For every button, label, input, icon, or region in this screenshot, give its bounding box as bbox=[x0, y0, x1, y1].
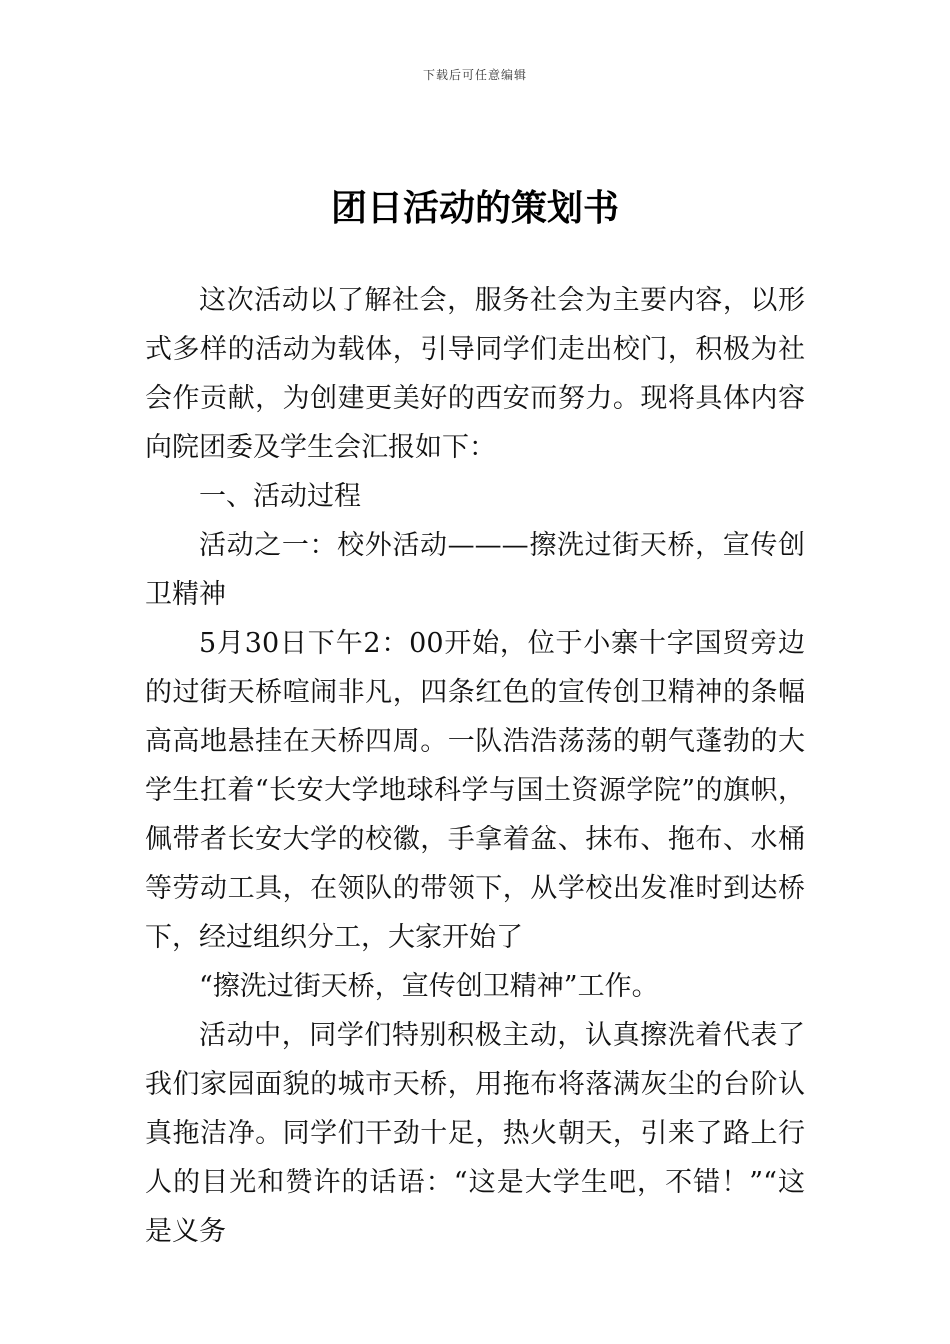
document-body bbox=[145, 276, 805, 1256]
paragraph-event-description: 5月30日下午2：00开始，位于小寨十字国贸旁边的过街天桥喧闹非凡，四条红色的宣传创卫精神的条幅高高地悬挂在天桥四周。一队浩浩荡荡的朝气蓬勃的大学生扛着“长安大学地球科学与国土资源学院”的旗帜，佩带者长安大学的校徽，手拿着盆、抹布、拖布、水桶等劳动工具，在领队的带领下，从学校出发准时到达桥下，经过组织分工，大家开始了 bbox=[145, 628, 805, 953]
section-heading-activity-process: 一、活动过程 bbox=[199, 481, 361, 512]
paragraph-activity-details: 活动中，同学们特别积极主动，认真擦洗着代表了我们家园面貌的城市天桥，用拖布将落满灰尘的台阶认真拖洁净。同学们干劲十足，热火朝天，引来了路上行人的目光和赞许的话语：“这是大学生吧，不错！”“这是义务 bbox=[145, 1020, 805, 1247]
document-title: 团日活动的策划书 bbox=[330, 188, 619, 229]
paragraph-work-title: “擦洗过街天桥，宣传创卫精神”工作。 bbox=[199, 971, 659, 1002]
activity-one-heading: 活动之一：校外活动———擦洗过街天桥，宣传创卫精神 bbox=[145, 530, 805, 610]
header-note: 下载后可任意编辑 bbox=[422, 68, 527, 82]
paragraph-intro: 这次活动以了解社会，服务社会为主要内容，以形式多样的活动为载体，引导同学们走出校门，积极为社会作贡献，为创建更美好的西安而努力。现将具体内容向院团委及学生会汇报如下： bbox=[145, 285, 805, 463]
